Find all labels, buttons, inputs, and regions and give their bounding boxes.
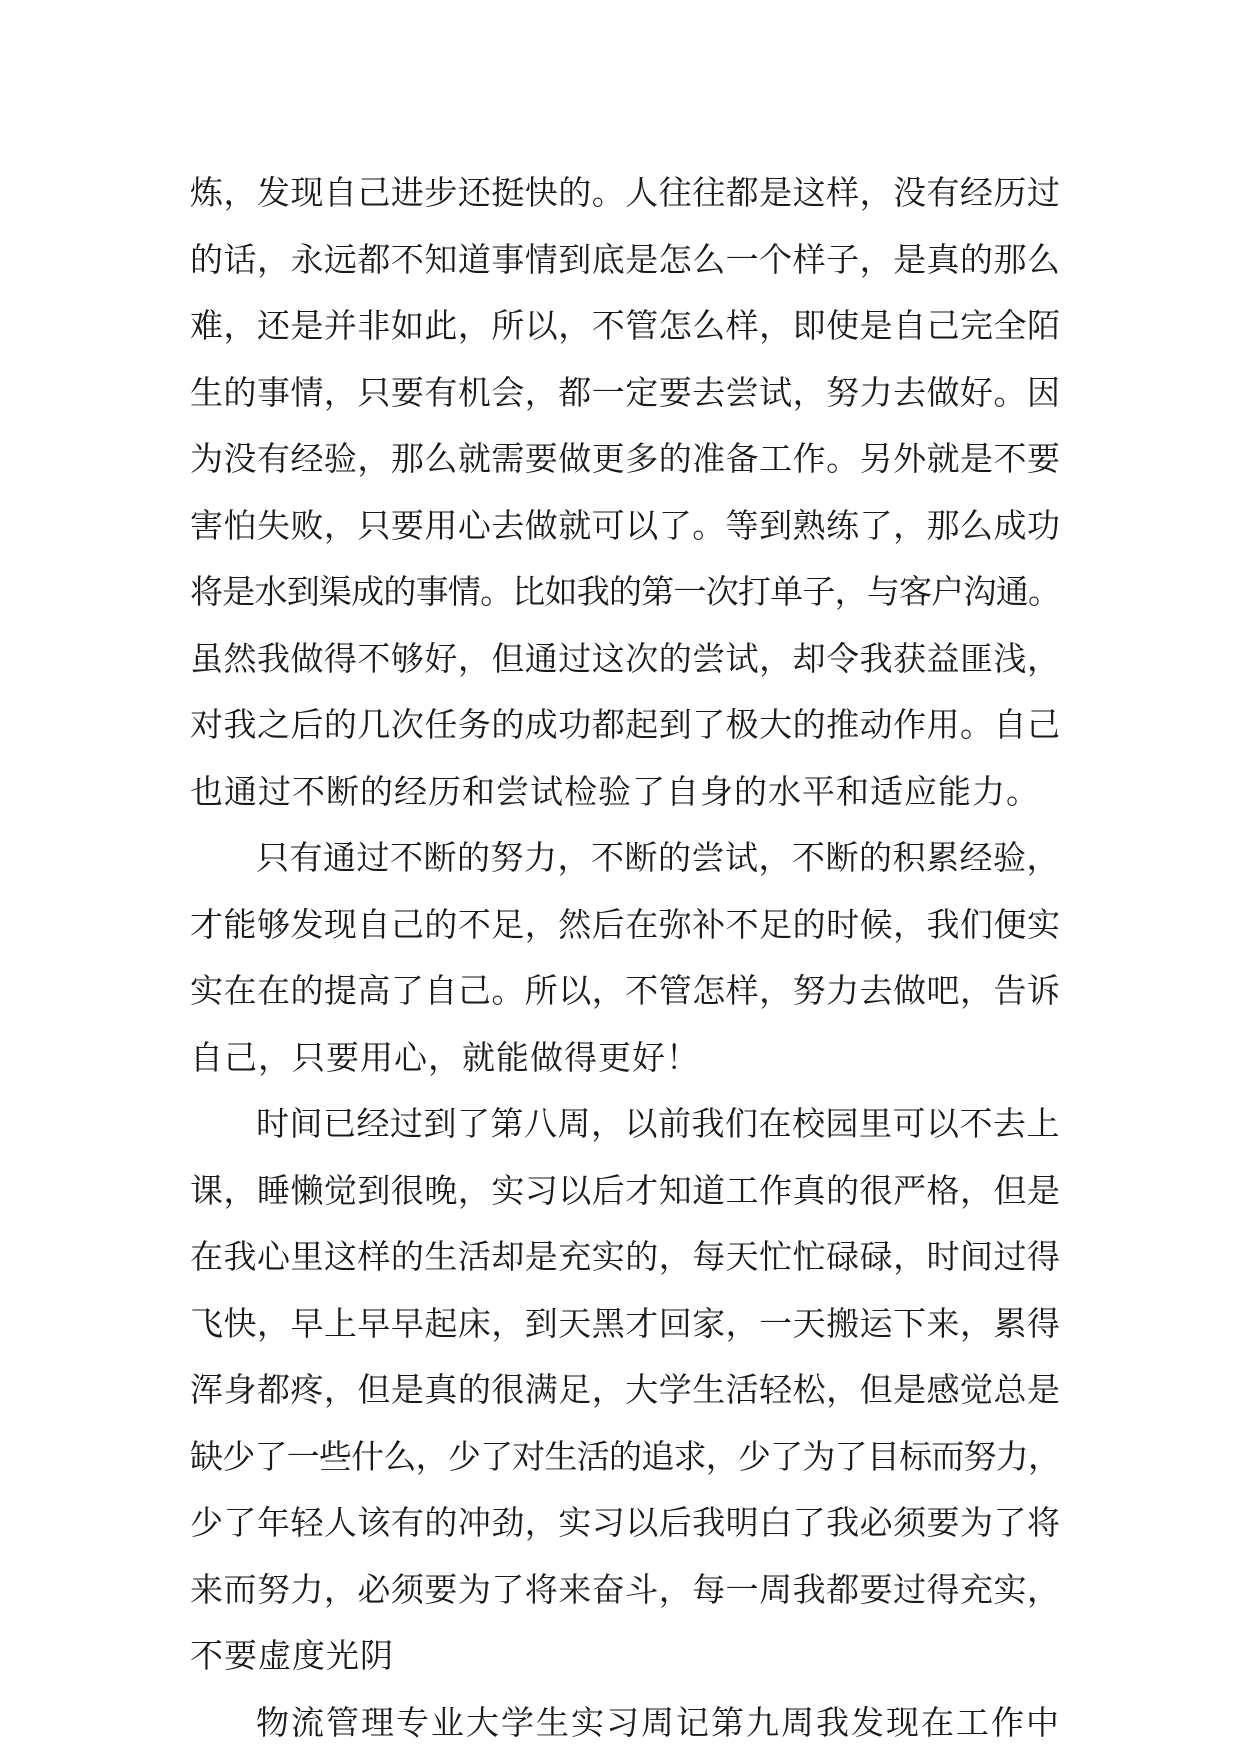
paragraph-first-line: 只有通过不断的努力，不断的尝试，不断的积累经验， xyxy=(190,825,1060,892)
text-line: 也通过不断的经历和尝试检验了自身的水平和适应能力。 xyxy=(190,759,1060,826)
text-line: 在我心里这样的生活却是充实的，每天忙忙碌碌，时间过得 xyxy=(190,1224,1060,1291)
text-line: 害怕失败，只要用心去做就可以了。等到熟练了，那么成功 xyxy=(190,493,1060,560)
text-line: 浑身都疼，但是真的很满足，大学生活轻松，但是感觉总是 xyxy=(190,1357,1060,1424)
text-line: 飞快，早上早早起床，到天黑才回家，一天搬运下来，累得 xyxy=(190,1291,1060,1358)
text-line: 对我之后的几次任务的成功都起到了极大的推动作用。自己 xyxy=(190,692,1060,759)
text-line: 少了年轻人该有的冲劲，实习以后我明白了我必须要为了将 xyxy=(190,1490,1060,1557)
text-line: 难，还是并非如此，所以，不管怎么样，即使是自己完全陌 xyxy=(190,293,1060,360)
document-body xyxy=(190,160,1060,1756)
text-line: 课，睡懒觉到很晚，实习以后才知道工作真的很严格，但是 xyxy=(190,1158,1060,1225)
paragraph-first-line: 时间已经过到了第八周，以前我们在校园里可以不去上 xyxy=(190,1091,1060,1158)
text-line: 不要虚度光阴 xyxy=(190,1623,1060,1690)
text-line: 为没有经验，那么就需要做更多的准备工作。另外就是不要 xyxy=(190,426,1060,493)
text-line: 缺少了一些什么，少了对生活的追求，少了为了目标而努力， xyxy=(190,1424,1060,1491)
text-line: 来而努力，必须要为了将来奋斗，每一周我都要过得充实， xyxy=(190,1557,1060,1624)
text-line: 的话，永远都不知道事情到底是怎么一个样子，是真的那么 xyxy=(190,227,1060,294)
text-line: 才能够发现自己的不足，然后在弥补不足的时候，我们便实 xyxy=(190,892,1060,959)
paragraph-first-line: 物流管理专业大学生实习周记第九周我发现在工作中 xyxy=(190,1690,1060,1756)
text-line: 炼，发现自己进步还挺快的。人往往都是这样，没有经历过 xyxy=(190,160,1060,227)
text-line: 虽然我做得不够好，但通过这次的尝试，却令我获益匪浅， xyxy=(190,626,1060,693)
text-line: 将是水到渠成的事情。比如我的第一次打单子，与客户沟通。 xyxy=(190,559,1060,626)
text-line: 自己，只要用心，就能做得更好！ xyxy=(190,1025,1060,1092)
text-line: 生的事情，只要有机会，都一定要去尝试，努力去做好。因 xyxy=(190,360,1060,427)
text-line: 实在在的提高了自己。所以，不管怎样，努力去做吧，告诉 xyxy=(190,958,1060,1025)
